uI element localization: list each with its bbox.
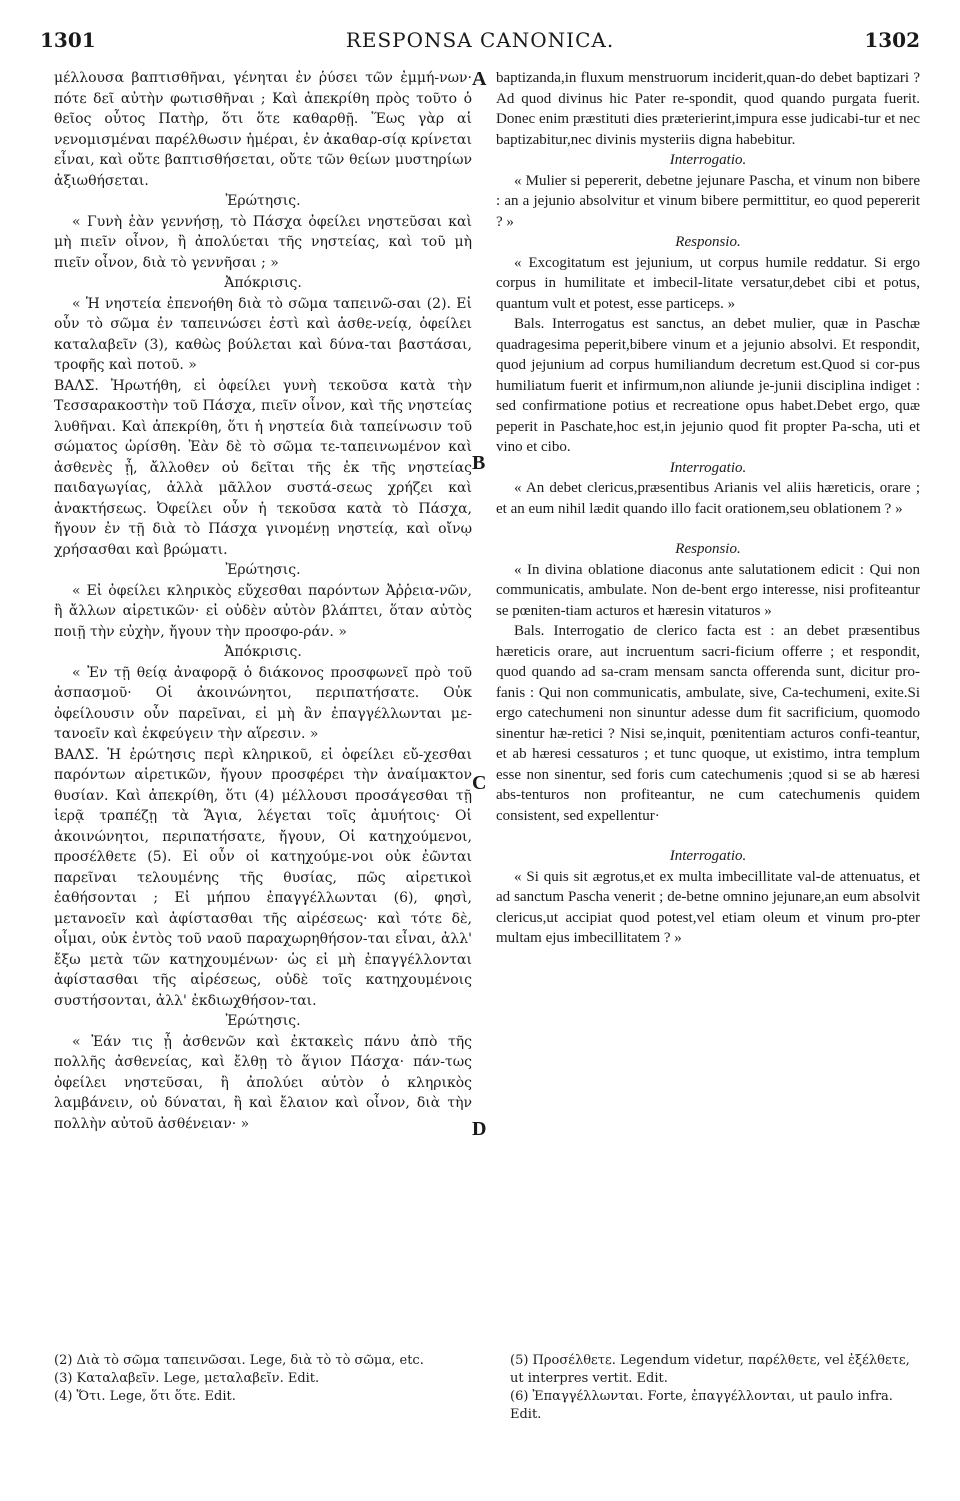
greek-paragraph: ΒΑΛΣ. Ἡ ἐρώτησις περὶ κληρικοῦ, εἰ ὀφείλει εὔ-χεσθαι παρόντων αἱρετικῶν, ἤγουν προσφέρει τὴν ἀναίμακτον θυσίαν. Καὶ ἀπεκρίθη, ὅτι (4) μέλλουσι προσάγεσθαι τῇ ἱερᾷ τραπέζῃ τὰ Ἅγια, λέγεται τοῖς ἀμυήτοις· Οἱ ἀκοινώνητοι, περιπατήσατε, ἤγουν, Οἱ κατηχούμενοι, προσέλθετε (5). Εἰ οὖν οἱ κατηχούμε-νοι οὐκ ἐῶνται παρεῖναι τελουμένης τῆς θυσίας, πῶς αἱρετικοὶ ἐαθήσονται ; Εἰ μήπου ἐπαγγέλλωνται (6), φησὶ, μετανοεῖν καὶ ἀφίστασθαι τῆς αἱρέσεως· καὶ τότε δὲ, οἶμαι, οὐκ ἐντὸς τοῦ ναοῦ παραχωρηθήσον-ται εἶναι, ἀλλ' ἔξω μετὰ τῶν κατηχουμένων· ὡς εἰ μὴ ἐπαγγέλλονται ἀφίστασθαι τῆς αἱρέσεως, οὐδὲ τοῖς κατηχουμένοις συστήσονται, ἀλλ' ἐκδιωχθήσον-ται. xyxy=(54,746,472,1009)
greek-paragraph: ΒΑΛΣ. Ἠρωτήθη, εἰ ὀφείλει γυνὴ τεκοῦσα κατὰ τὴν Τεσσαρακοστὴν τοῦ Πάσχα, πιεῖν οἶνον, καὶ τῆς νηστείας λυθῆναι. Καὶ ἀπεκρίθη, ὅτι ἡ νηστεία διὰ ταπείνωσιν τοῦ σώματος ὡρίσθη. Ἐὰν δὲ τὸ σῶμα τε-ταπεινωμένον καὶ ἀσθενὲς ᾖ, ἄλλοθεν οὐ δεῖται τῆς ἐκ τῆς νηστείας παιδαγωγίας, ἀλλὰ μᾶλλον συστά-σεως χρήζει καὶ ἀνακτήσεως. Ὀφείλει οὖν ἡ τεκοῦσα κατὰ τὸ Πάσχα, ἤγουν ἐν τῇ διὰ τὸ Πάσχα γινομένῃ νηστείᾳ, καὶ οἴνῳ χρήσασθαι καὶ βρώματι. xyxy=(54,377,472,558)
latin-paragraph: « Excogitatum est jejunium, ut corpus humile reddatur. Si ergo corpus in humilitate et imbecil-litate versatur,debet cibi et potus, quantum vult et potest, esse particeps. » xyxy=(496,254,920,312)
footnote: (4) Ὅτι. Lege, ὅτι ὅτε. Edit. xyxy=(54,1389,236,1404)
section-marker-c: C xyxy=(472,772,487,794)
greek-paragraph: « Εἰ ὀφείλει κληρικὸς εὔχεσθαι παρόντων Ἀῤῥεια-νῶν, ἢ ἄλλων αἱρετικῶν· εἰ οὐδὲν αὐτὸν βλάπτει, ὅταν αὐτὸς ποιῇ τὴν εὐχὴν, ἤγουν τὴν προσφο-ράν. » xyxy=(54,582,472,640)
greek-paragraph: « Ἡ νηστεία ἐπενοήθη διὰ τὸ σῶμα ταπεινῶ-σαι (2). Εἰ οὖν τὸ σῶμα ἐν ταπεινώσει ἐστὶ καὶ ἀσθε-νείᾳ, ὀφείλει καταλαβεῖν (3), καθὼς βούλεται καὶ δύνα-ται βαστάσαι, τροφῆς καὶ ποτοῦ. » xyxy=(54,295,472,373)
latin-heading: Responsio. xyxy=(675,234,741,250)
running-title: RESPONSA CANONICA. xyxy=(345,28,615,52)
greek-heading: Ἀπόκρισις. xyxy=(224,275,302,291)
greek-column xyxy=(54,68,472,1134)
greek-paragraph: « Ἐν τῇ θείᾳ ἀναφορᾷ ὁ διάκονος προσφωνεῖ πρὸ τοῦ ἀσπασμοῦ· Οἱ ἀκοινώνητοι, περιπατήσατε. Οὐκ ὀφείλουσιν οὖν παρεῖναι, εἰ μὴ ἂν ἐπαγγέλλωνται με-τανοεῖν καὶ ἐκφεύγειν τὴν αἵρεσιν. » xyxy=(54,664,472,742)
greek-heading: Ἐρώτησις. xyxy=(225,1013,301,1029)
greek-heading: Ἐρώτησις. xyxy=(225,193,301,209)
section-marker-d: D xyxy=(472,1118,487,1140)
latin-heading: Interrogatio. xyxy=(669,848,747,864)
footnotes-left xyxy=(54,1352,472,1406)
footnote: (3) Καταλαβεῖν. Lege, μεταλαβεῖν. Edit. xyxy=(54,1371,320,1386)
latin-paragraph: « In divina oblatione diaconus ante salutationem edicit : Qui non communicatis, ambulate. Non de-bent ergo interesse, nisi profiteantur se pœniten-tiam acturos et hæresin vitaturos » xyxy=(496,561,920,619)
footnotes-right xyxy=(510,1352,920,1424)
latin-paragraph: Bals. Interrogatus est sanctus, an debet mulier, quæ in Paschæ quadragesima peperit,bibere vinum et a jejunio absolvi. Et respondit, quod jejunium ad corpus humiliandum decretum est.Quod si cor-pus humiliatum fuerit et infirmum,non aliunde je-junii disciplina indiget : sed confirmatione potius et recreatione opus habet.Debet ergo, quæ peperit in Paschate,hoc est,in jejunio quod fit propter Pa-scha, uti et vino et cibo. xyxy=(496,316,920,455)
greek-paragraph: « Γυνὴ ἐὰν γεννήσῃ, τὸ Πάσχα ὀφείλει νηστεῦσαι καὶ μὴ πιεῖν οἶνον, ἢ ἀπολύεται τῆς νηστείας, καὶ τοῦ μὴ πιεῖν οἶνον, διὰ τὸ γεννῆσαι ; » xyxy=(54,213,472,271)
page-header xyxy=(40,28,920,62)
section-marker-a: A xyxy=(472,68,487,90)
latin-heading: Interrogatio. xyxy=(669,152,747,168)
latin-heading: Interrogatio. xyxy=(669,459,747,476)
greek-paragraph: μέλλουσα βαπτισθῆναι, γένηται ἐν ῥύσει τῶν ἐμμή-νων· πότε δεῖ αὐτὴν φωτισθῆναι ; Καὶ ἀπεκρίθη πρὸς τοῦτο ὁ θεῖος οὗτος Πατὴρ, ὅτι ὅτε καθαρθῇ. Ἕως γὰρ αἱ νενομισμέναι παρέλθωσιν ἡμέραι, ἐν ἀκαθαρ-σίᾳ κρίνεται εἶναι, καὶ οὔτε βαπτισθήσεται, οὔτε τῶν θείων μυστηρίων ἀξιωθήσεται. xyxy=(54,70,472,189)
latin-paragraph: Bals. Interrogatio de clerico facta est : an debet præsentibus hæreticis orare, aut incruentum sacri-ficium offerre ; et respondit, quod quando ad sa-cram mensam sancta offerenda sunt, dicitur pro-fanis : Qui non communicatis, ambulate, sive, Ca-techumeni, exite.Si ergo catechumeni non sinuntur adesse dum fit sacrificium, quomodo sinentur hæ-retici ? Nisi se,inquit, pœnitentiam acturos confi-teantur, et ab hæresi cessaturos ; et tunc quoque, ut existimo, intra templum esse non sinentur, sed foris cum catechumenis ;quod si se ab hæresi abs-tenturos non profiteantur, ne cum catechumenis quidem consistent, sed expellentur· xyxy=(496,623,920,824)
latin-paragraph: baptizanda,in fluxum menstruorum inciderit,quan-do debet baptizari ? Ad quod divinus hic Pater re-spondit, quod quando purgata fuerit. Donec enim præstituti dies præterierint,impura esse judicabi-tur et nec baptizabitur,nec divinis mysteriis digna habebitur. xyxy=(496,70,920,148)
section-marker-b: B xyxy=(472,452,486,474)
latin-paragraph: « Si quis sit ægrotus,et ex multa imbecillitate val-de attenuatus, et ad sanctum Pascha venerit ; de-betne omnino jejunare,an eum absolvit clericus,ut accipiat quod potest,vel etiam oleum et vinum pro-pter multam ejus imbecillitatem ? » xyxy=(496,868,920,946)
latin-column xyxy=(496,68,920,949)
page-number-left: 1301 xyxy=(40,28,96,52)
greek-paragraph: « Ἐάν τις ᾖ ἀσθενῶν καὶ ἐκτακεὶς πάνυ ἀπὸ τῆς πολλῆς ἀσθενείας, καὶ ἔλθῃ τὸ ἅγιον Πάσχα· πάν-τως ὀφείλει νηστεῦσαι, ἢ ἀπολύει αὐτὸν ὁ κληρικὸς λαμβάνειν, οὐ δύναται, ἢ καὶ ἔλαιον καὶ οἶνον, διὰ τὴν πολλὴν αὐτοῦ ἀσθένειαν· » xyxy=(54,1033,472,1132)
latin-paragraph: « An debet clericus,præsentibus Arianis vel aliis hæreticis, orare ; et an eum nihil lædit quando illo facit orationem,seu oblationem ? » xyxy=(496,480,920,517)
page-number-right: 1302 xyxy=(864,28,920,52)
footnote: (6) Ἐπαγγέλλωνται. Forte, ἐπαγγέλλονται, ut paulo infra. Edit. xyxy=(510,1389,893,1422)
footnote: (5) Προσέλθετε. Legendum videtur, παρέλθετε, vel ἐξέλθετε, ut interpres vertit. Edit. xyxy=(510,1353,910,1386)
greek-heading: Ἀπόκρισις. xyxy=(224,644,302,660)
latin-heading: Responsio. xyxy=(675,541,741,557)
greek-heading: Ἐρώτησις. xyxy=(225,562,301,578)
latin-paragraph: « Mulier si pepererit, debetne jejunare Pascha, et vinum non bibere : an a jejunio absolvitur et vinum bibere permittitur, eo quod pepererit ? » xyxy=(496,172,920,230)
footnote: (2) Διὰ τὸ σῶμα ταπεινῶσαι. Lege, διὰ τὸ τὸ σῶμα, etc. xyxy=(54,1353,424,1368)
